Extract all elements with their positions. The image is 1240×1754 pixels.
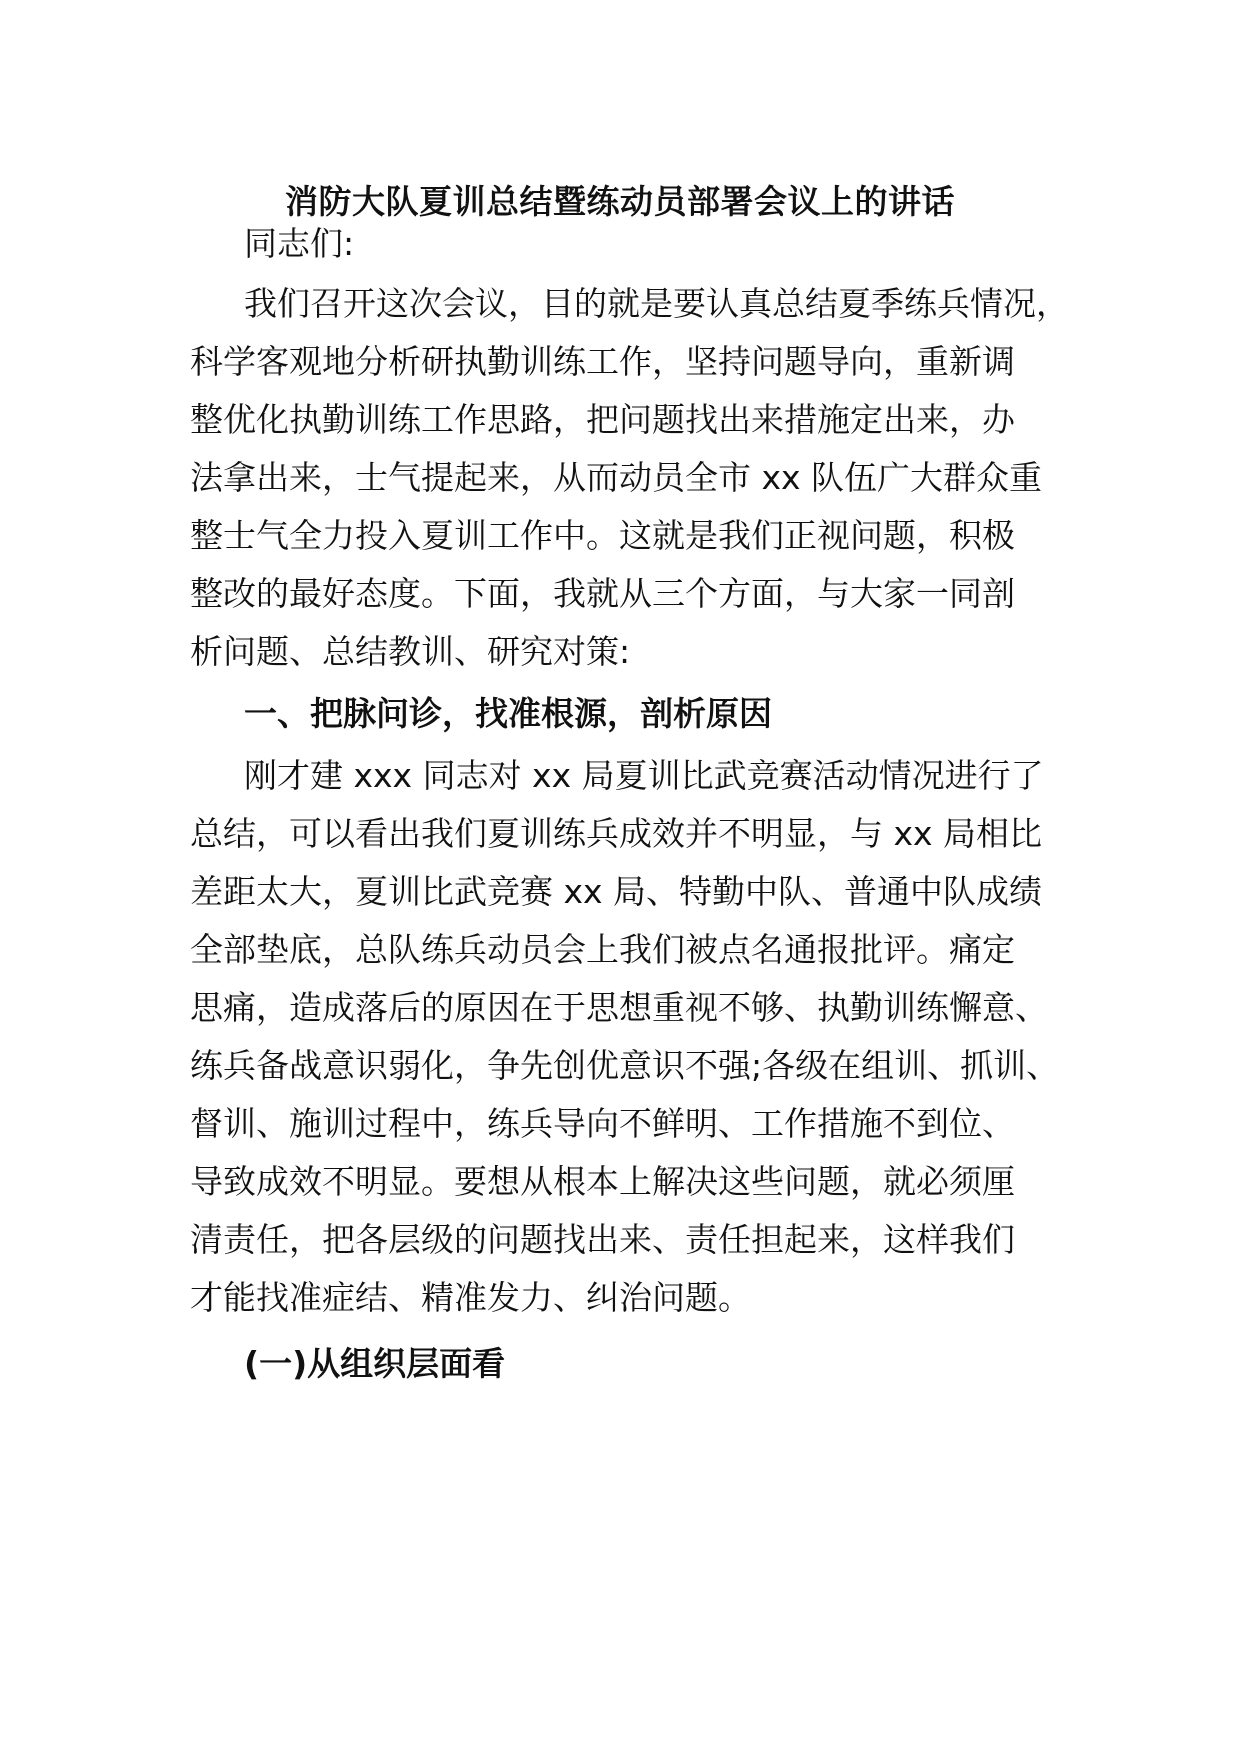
- paragraph-line: 我们召开这次会议，目的就是要认真总结夏季练兵情况，: [244, 284, 1069, 323]
- paragraph-line: 全部垫底，总队练兵动员会上我们被点名通报批评。痛定: [190, 930, 1015, 969]
- paragraph-line: 整改的最好态度。下面，我就从三个方面，与大家一同剖: [190, 574, 1015, 613]
- paragraph-line: 导致成效不明显。要想从根本上解决这些问题，就必须厘: [190, 1162, 1015, 1201]
- paragraph-line: 整优化执勤训练工作思路，把问题找出来措施定出来，办: [190, 400, 1015, 439]
- paragraph-line: 科学客观地分析研执勤训练工作，坚持问题导向，重新调: [190, 342, 1015, 381]
- document-title: 消防大队夏训总结暨练动员部署会议上的讲话: [285, 182, 955, 221]
- paragraph-line: 法拿出来，士气提起来，从而动员全市 xx 队伍广大群众重: [190, 458, 1043, 497]
- paragraph-line: 思痛，造成落后的原因在于思想重视不够、执勤训练懈意、: [190, 988, 1048, 1027]
- section-heading: 一、把脉问诊，找准根源，剖析原因: [244, 694, 772, 733]
- paragraph-line: 析问题、总结教训、研究对策:: [190, 632, 631, 671]
- subsection-heading: (一)从组织层面看: [244, 1344, 506, 1383]
- paragraph-line: 才能找准症结、精准发力、纠治问题。: [190, 1278, 751, 1317]
- paragraph-line: 总结，可以看出我们夏训练兵成效并不明显，与 xx 局相比: [190, 814, 1043, 853]
- paragraph-line: 督训、施训过程中，练兵导向不鲜明、工作措施不到位、: [190, 1104, 1015, 1143]
- paragraph-line: 练兵备战意识弱化，争先创优意识不强;各级在组训、抓训、: [190, 1046, 1060, 1085]
- paragraph-line: 刚才建 xxx 同志对 xx 局夏训比武竞赛活动情况进行了: [244, 756, 1044, 795]
- salutation: 同志们:: [244, 224, 355, 263]
- paragraph-line: 清责任，把各层级的问题找出来、责任担起来，这样我们: [190, 1220, 1015, 1259]
- paragraph-line: 整士气全力投入夏训工作中。这就是我们正视问题，积极: [190, 516, 1015, 555]
- paragraph-line: 差距太大，夏训比武竞赛 xx 局、特勤中队、普通中队成绩: [190, 872, 1043, 911]
